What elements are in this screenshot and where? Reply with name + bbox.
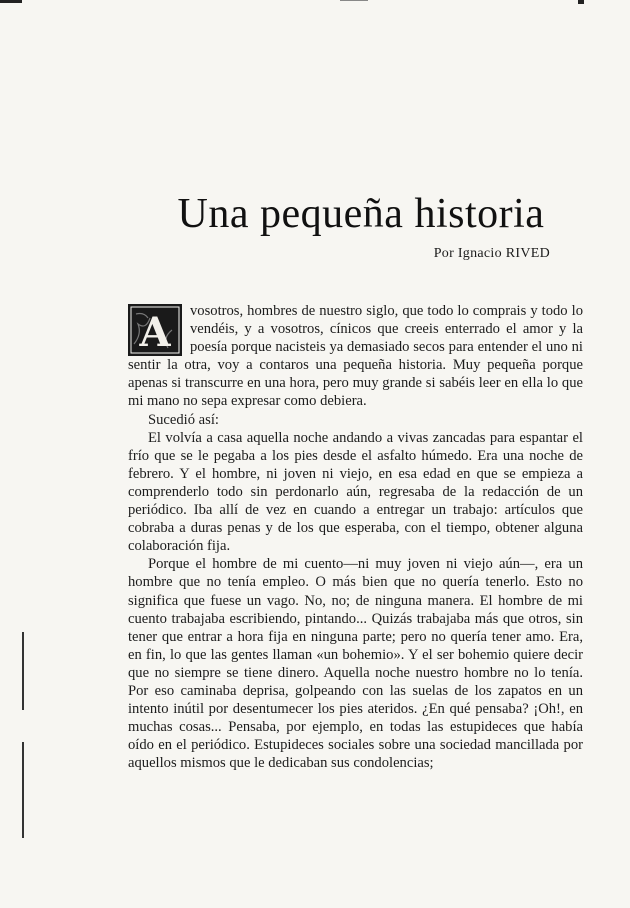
paragraph: vosotros, hombres de nuestro siglo, que todo lo comprais y todo lo vendéis, y a vosotros, cínicos que creeis enterrado el amor y la poesía porque nacisteis ya demasiado secos para entender el uno ni sentir la otra, voy a contaros una pequeña historia. Muy pequeña porque apenas si transcurre en una hora, pero muy grande si sabéis leer en ella lo que mi mano no sepa expresar como debiera. [128, 303, 583, 410]
scan-mark-top-right [578, 0, 584, 4]
scan-mark-top-left [0, 0, 22, 3]
dropcap-letter [128, 304, 182, 356]
scan-mark-top-center [340, 0, 368, 1]
paragraph: Sucedió así: [148, 411, 219, 428]
margin-line [22, 742, 24, 838]
paragraph: El volvía a casa aquella noche andando a vivas zancadas para espantar el frío que se le pegaba a los pies desde el asfalto húmedo. Era una noche de febrero. Y el hombre, ni joven ni viejo, en esa edad en que se empieza a comprenderlo todo sin perdonarlo aún, regresaba de la redacción de un periódico. Iba allí de vez en cuando a entregar un trabajo: artículos que cobraba a duras penas y de los que esperaba, con el tiempo, obtener alguna colaboración fija. [128, 429, 583, 555]
dropcap-glyph: A [139, 309, 171, 356]
article-title: Una pequeña historia [177, 191, 545, 238]
margin-line [22, 632, 24, 710]
paragraph: Porque el hombre de mi cuento—ni muy joven ni viejo aún—, era un hombre que no tenía empleo. O más bien que no quería tenerlo. Esto no significa que fuese un vago. No, no; de ninguna manera. El hombre de mi cuento trabajaba escribiendo, pintando... Quizás trabajaba más que otros, sin tener que entrar a hora fija en ninguna parte; pero no quería tener amo. Era, en fin, lo que las gentes llaman «un bohemio». Y el ser bohemio quiere decir que no siempre se tiene dinero. Aquella noche nuestro hombre no lo tenía. Por eso caminaba deprisa, golpeando con las suelas de los zapatos en un intento inútil por desentumecer los pies ateridos. ¿En qué pensaba? ¡Oh!, en muchas cosas... Pensaba, por ejemplo, en todas las estupideces que había oído en el periódico. Estupideces sociales sobre una sociedad mancillada por aquellos mismos que le dedicaban sus condolencias; [128, 556, 583, 772]
article-byline: Por Ignacio RIVED [433, 246, 550, 261]
article-body [128, 302, 583, 772]
